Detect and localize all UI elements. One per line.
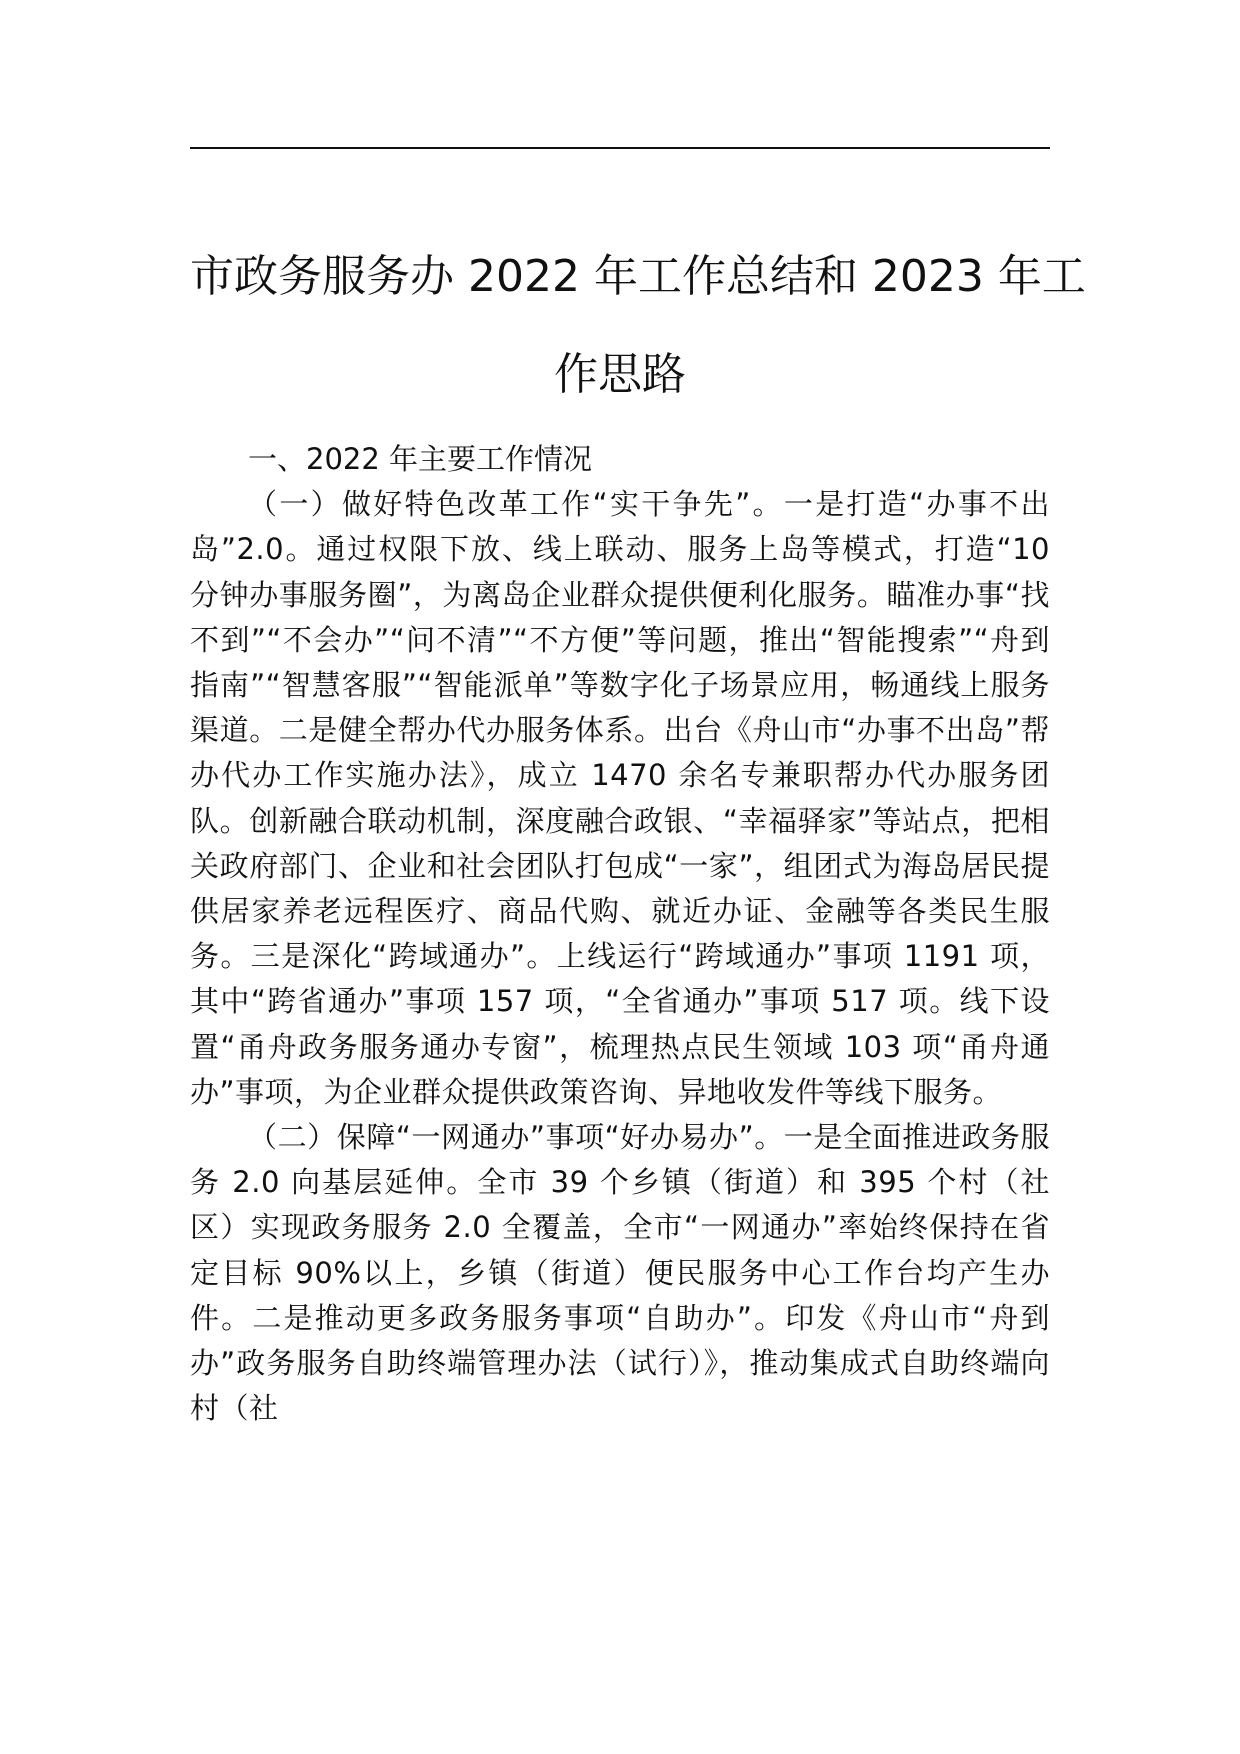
document-body (190, 437, 1050, 1431)
paragraph-2: （二）保障“一网通办”事项“好办易办”。一是全面推进政务服务 2.0 向基层延伸。全市 39 个乡镇（街道）和 395 个村（社区）实现政务服务 2.0 全覆盖，全市“一网通办”率始终保持在省定目标 90%以上，乡镇（街道）便民服务中心工作台均产生办件。二是推动更多政务服务事项“自助办”。印发《舟山市“舟到办”政务服务自助终端管理办法（试行）》，推动集成式自助终端向村（社 (190, 1120, 1050, 1426)
section-heading: 一、2022 年主要工作情况 (248, 442, 593, 476)
document-title (190, 228, 1086, 424)
header-rule (190, 147, 1050, 149)
paragraph-1: （一）做好特色改革工作“实干争先”。一是打造“办事不出岛”2.0。通过权限下放、线上联动、服务上岛等模式，打造“10 分钟办事服务圈”，为离岛企业群众提供便利化服务。瞄准办事“找不到”“不会办”“问不清”“不方便”等问题，推出“智能搜索”“舟到指南”“智慧客服”“智能派单”等数字化子场景应用，畅通线上服务渠道。二是健全帮办代办服务体系。出台《舟山市“办事不出岛”帮办代办工作实施办法》，成立 1470 余名专兼职帮办代办服务团队。创新融合联动机制，深度融合政银、“幸福驿家”等站点，把相关政府部门、企业和社会团队打包成“一家”，组团式为海岛居民提供居家养老远程医疗、商品代购、就近办证、金融等各类民生服务。三是深化“跨域通办”。上线运行“跨域通办”事项 1191 项，其中“跨省通办”事项 157 项，“全省通办”事项 517 项。线下设置“甬舟政务服务通办专窗”，梳理热点民生领域 103 项“甬舟通办”事项，为企业群众提供政策咨询、异地收发件等线下服务。 (190, 487, 1050, 1109)
document-title-line-2: 作思路 (554, 349, 686, 400)
document-title-line-1: 市政务服务办 2022 年工作总结和 2023 年工 (190, 251, 1086, 302)
